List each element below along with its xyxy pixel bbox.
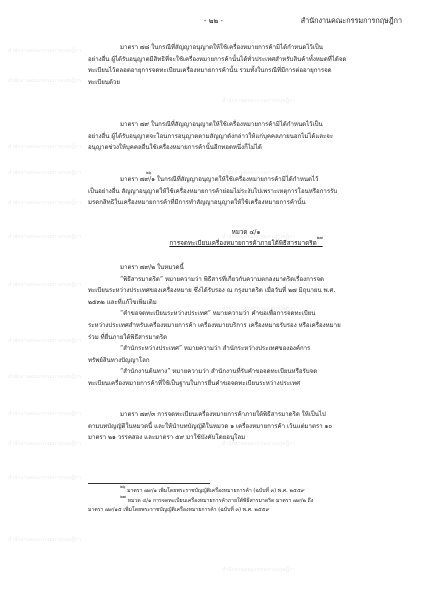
footnotes (88, 484, 404, 516)
watermark: สำนักงานคณะกรรมการกฤษฎีกา (222, 98, 296, 104)
document-page: สำนักงานคณะกรรมการกฤษฎีกา สำนักงานคณะกรรมการกฤษฎีกา สำนักงานคณะกรรมการกฤษฎีกา สำนักงานคณะกรรมการกฤษฎีกา สำนักงานคณะกรรมการกฤษฎีกา สำนักงานคณะกรรมการกฤษฎีกา สำนักงานคณะกรรมการกฤษฎีกา สำนักงานคณะกรรมการกฤษฎีกา สำนักงานคณะกรรมการกฤษฎีกา สำนักงานคณะกรรมการกฤษฎีกา สำนักงานคณะกรรมการกฤษฎีกา สำนักงานคณะกรรมการกฤษฎีกา สำนักงานคณะกรรมการกฤษฎีกา สำนักงานคณะกรรมการกฤษฎีกา สำนักงานคณะกรรมการกฤษฎีกา สำนักงานคณะกรรมการกฤษฎีกา สำนักงานคณะกรรมการกฤษฎีกา สำนักงานคณะกรรมการกฤษฎีกา สำนักงานคณะกรรมการกฤษฎีกา สำนักงานคณะกรรมการกฤษฎีกา - ๒๒ - สำนักงานคณะกรรมการกฤษฎีกา มาตรา ๗๘ ในกรณีที่สัญญาอนุญาตให้ใช้เครื่องหมายการค้ามิได้กำหนดไว้เป็น อย่างอื่น ผู้ได้รับอนุญาตมีสิทธิที่จะใช้เครื่องหมายการค้านั้นได้ทั่วประเทศสำหรับสินค้าทั้งหมดที่ได้จด ทะเบียนไว้ตลอดอายุการจดทะเบียนเครื่องหมายการค้านั้น รวมทั้งในกรณีที่มีการต่ออายุการจด ทะเบียนด้วย มาตรา ๗๙ ในกรณีที่สัญญาอนุญาตให้ใช้เครื่องหมายการค้ามิได้กำหนดไว้เป็น อย่างอื่น ผู้ได้รับอนุญาตจะโอนการอนุญาตตามสัญญาดังกล่าวให้แก่บุคคลภายนอกไม่ได้และจะ อนุญาตช่วงให้บุคคลอื่นใช้เครื่องหมายการค้านั้นอีกทอดหนึ่งก็ไม่ได้ มาตรา ๗๙/๑ ในกรณีที่สัญญาอนุญาตให้ใช้เครื่องหมายการค้ามิได้กำหนดไว้ เป็นอย่างอื่น สัญญาอนุญาตให้ใช้เครื่องหมายการค้าย่อมไม่ระงับไปเพราะเหตุการโอนหรือการรับ มรดกสิทธิในเครื่องหมายการค้าที่มีการทำสัญญาอนุญาตให้ใช้เครื่องหมายการค้านั้น ๒๖ หมวด ๔/๑ การจดทะเบียนเครื่องหมายการค้าภายใต้พิธีสารมาดริด$^{๒๗}$ มาตรา ๗๙/๒ ในหมวดนี้ “พิธีสารมาดริด” หมายความว่า พิธีสารที่เกี่ยวกับความตกลงมาดริดเรื่องการจด ทะเบียนระหว่างประเทศของเครื่องหมาย ซึ่งได้รับรอง ณ กรุงมาดริด เมื่อวันที่ ๒๗ มิถุนายน พ.ศ. ๒๕๓๒ และที่แก้ไขเพิ่มเติม “คำขอจดทะเบียนระหว่างประเทศ” หมายความว่า คำขอเพื่อการจดทะเบียน ระหว่างประเทศสำหรับเครื่องหมายการค้า เครื่องหมายบริการ เครื่องหมายรับรอง หรือเครื่องหมาย ร่วม ที่ยื่นภายใต้พิธีสารมาดริด “สำนักระหว่างประเทศ” หมายความว่า สำนักระหว่างประเทศขององค์การ ทรัพย์สินทางปัญญาโลก “สำนักงานต้นทาง” หมายความว่า สำนักงานที่รับคำขอจดทะเบียนหรือรับจด ทะเบียนเครื่องหมายการค้าที่ใช้เป็นฐานในการยื่นคำขอจดทะเบียนระหว่างประเทศ มาตรา ๗๙/๓ การจดทะเบียนเครื่องหมายการค้าภายใต้พิธีสารมาดริด ให้เป็นไป ตามบทบัญญัติในหมวดนี้ และให้นำบทบัญญัติในหมวด ๑ เครื่องหมายการค้า เว้นแต่มาตรา ๑๐ มาตรา ๒๑ วรรคสอง และมาตรา ๕๙ มาใช้บังคับโดยอนุโลม $^{๒๖}$ มาตรา ๗๙/๑ เพิ่มโดยพระราชบัญญัติเครื่องหมายการค้า (ฉบับที่ ๓) พ.ศ. ๒๕๕๙ $^{๒๗}$ หมวด ๔/๑ การจดทะเบียนเครื่องหมายการค้าภายใต้พิธีสารมาดริด มาตรา ๗๙/๒ ถึง มาตรา ๗๙/๑๕ เพิ่มโดยพระราชบัญญัติเครื่องหมายการค้า (ฉบับที่ ๓) พ.ศ. ๒๕๕๙ (0, 0, 424, 600)
text-line: “พิธีสารมาดริด” หมายความว่า พิธีสารที่เกี่ยวกับความตกลงมาดริดเรื่องการจด (120, 275, 325, 283)
footnote-continued: มาตรา ๗๙/๑๕ เพิ่มโดยพระราชบัญญัติเครื่องหมายการค้า (ฉบับที่ ๓) พ.ศ. ๒๕๕๙ (88, 507, 270, 514)
text-line: ๒๕๓๒ และที่แก้ไขเพิ่มเติม (88, 298, 157, 306)
section-79 (88, 119, 404, 154)
section-79-1 (88, 174, 404, 209)
text-line: มาตรา ๒๑ วรรคสอง และมาตรา ๕๙ มาใช้บังคับโดยอนุโลม (88, 434, 246, 442)
section-79-3 (88, 409, 404, 444)
watermark: สำนักงานคณะกรรมการกฤษฎีกา (222, 374, 296, 380)
watermark: สำนักงานคณะกรรมการกฤษฎีกา (8, 411, 82, 417)
text-line: ตามบทบัญญัติในหมวดนี้ และให้นำบทบัญญัติในหมวด ๑ เครื่องหมายการค้า เว้นแต่มาตรา ๑๐ (88, 422, 333, 430)
text-line: มรดกสิทธิในเครื่องหมายการค้าที่มีการทำสัญญาอนุญาตให้ใช้เครื่องหมายการค้านั้น (88, 199, 306, 207)
footnote-marker: ๒๗ (316, 235, 323, 240)
watermark: สำนักงานคณะกรรมการกฤษฎีกา (8, 441, 82, 447)
text-line: ร่วม ที่ยื่นภายใต้พิธีสารมาดริด (88, 333, 168, 341)
watermark: สำนักงานคณะกรรมการกฤษฎีกา (222, 441, 296, 447)
page-number: - ๒๒ - (204, 16, 223, 25)
watermark: สำนักงานคณะกรรมการกฤษฎีกา (8, 234, 82, 240)
text-line (88, 174, 404, 186)
watermark: สำนักงานคณะกรรมการกฤษฎีกา (8, 48, 82, 54)
footnote-text: มาตรา ๗๙/๑ เพิ่มโดยพระราชบัญญัติเครื่องหมายการค้า (ฉบับที่ ๓) พ.ศ. ๒๕๕๙ (127, 488, 305, 494)
text-line: “สำนักงานต้นทาง” หมายความว่า สำนักงานที่รับคำขอจดทะเบียนหรือรับจด (120, 368, 318, 376)
chapter-heading (88, 227, 404, 249)
text-line: อย่างอื่น ผู้ได้รับอนุญาตมีสิทธิที่จะใช้เครื่องหมายการค้านั้นได้ทั่วประเทศสำหรับสินค้าทั้งหมดที่ได้จด (88, 55, 347, 63)
text-line: ทะเบียนไว้ตลอดอายุการจดทะเบียนเครื่องหมายการค้านั้น รวมทั้งในกรณีที่มีการต่ออายุการจด (88, 67, 332, 75)
watermark: สำนักงานคณะกรรมการกฤษฎีกา (8, 282, 82, 288)
text-line: “สำนักระหว่างประเทศ” หมายความว่า สำนักระหว่างประเทศขององค์การ (120, 345, 311, 353)
section-text: มาตรา ๗๙/๑ ในกรณีที่สัญญาอนุญาตให้ใช้เครื่องหมายการค้ามิได้กำหนดไว้ (120, 176, 319, 183)
footnote-rule (88, 483, 210, 484)
text-line: ทะเบียนระหว่างประเทศของเครื่องหมาย ซึ่งได้รับรอง ณ กรุงมาดริด เมื่อวันที่ ๒๗ มิถุนายน พ.ศ. (88, 287, 336, 295)
text-line: “คำขอจดทะเบียนระหว่างประเทศ” หมายความว่า คำขอเพื่อการจดทะเบียน (120, 310, 316, 318)
watermark: สำนักงานคณะกรรมการกฤษฎีกา (8, 475, 82, 481)
text-line: มาตรา ๗๙ ในกรณีที่สัญญาอนุญาตให้ใช้เครื่องหมายการค้ามิได้กำหนดไว้เป็น (120, 121, 323, 128)
footnote-text: หมวด ๔/๑ การจดทะเบียนเครื่องหมายการค้าภายใต้พิธีสารมาดริด มาตรา ๗๙/๒ ถึง (127, 497, 314, 504)
watermark: สำนักงานคณะกรรมการกฤษฎีกา (222, 170, 296, 176)
text-line: ทะเบียนด้วย (88, 78, 120, 86)
text-line: อย่างอื่น ผู้ได้รับอนุญาตจะโอนการอนุญาตตามสัญญาดังกล่าวให้แก่บุคคลภายนอกไม่ได้และจะ (88, 132, 334, 140)
page-header (0, 16, 424, 28)
chapter-subtitle-text: การจดทะเบียนเครื่องหมายการค้าภายใต้พิธีสารมาดริด (169, 240, 317, 247)
text-line: อนุญาตช่วงให้บุคคลอื่นใช้เครื่องหมายการค้านั้นอีกทอดหนึ่งก็ไม่ได้ (88, 144, 262, 152)
watermark: สำนักงานคณะกรรมการกฤษฎีกา (8, 78, 82, 84)
chapter-title: หมวด ๔/๑ (231, 229, 261, 236)
section-78 (88, 42, 404, 88)
text-line: เป็นอย่างอื่น สัญญาอนุญาตให้ใช้เครื่องหมายการค้าย่อมไม่ระงับไปเพราะเหตุการโอนหรือการรับ (88, 187, 338, 195)
watermark: สำนักงานคณะกรรมการกฤษฎีกา (8, 374, 82, 380)
watermark: สำนักงานคณะกรรมการกฤษฎีกา (8, 170, 82, 176)
office-name: สำนักงานคณะกรรมการกฤษฎีกา (300, 16, 402, 25)
footnote-number: ๒๖ (120, 484, 126, 489)
watermark: สำนักงานคณะกรรมการกฤษฎีกา (222, 567, 296, 573)
watermark: สำนักงานคณะกรรมการกฤษฎีกา (222, 234, 296, 240)
watermark: สำนักงานคณะกรรมการกฤษฎีกา (8, 338, 82, 344)
watermark: สำนักงานคณะกรรมการกฤษฎีกา (8, 200, 82, 206)
text-line: มาตรา ๗๙/๒ ในหมวดนี้ (120, 264, 184, 271)
footnote (88, 484, 404, 497)
text-line: ระหว่างประเทศสำหรับเครื่องหมายการค้า เครื่องหมายบริการ เครื่องหมายรับรอง หรือเครื่องหมาย (88, 321, 341, 329)
text-line: ทรัพย์สินทางปัญญาโลก (88, 356, 150, 364)
text-line: มาตรา ๗๙/๓ การจดทะเบียนเครื่องหมายการค้าภายใต้พิธีสารมาดริด ให้เป็นไป (120, 411, 326, 418)
watermark: สำนักงานคณะกรรมการกฤษฎีกา (8, 144, 82, 150)
text-line: ทะเบียนเครื่องหมายการค้าที่ใช้เป็นฐานในการยื่นคำขอจดทะเบียนระหว่างประเทศ (88, 379, 301, 387)
watermark: สำนักงานคณะกรรมการกฤษฎีกา (8, 537, 82, 543)
text-line: มาตรา ๗๘ ในกรณีที่สัญญาอนุญาตให้ใช้เครื่องหมายการค้ามิได้กำหนดไว้เป็น (120, 44, 323, 51)
footnote-number: ๒๗ (120, 493, 126, 499)
footnote (88, 493, 404, 507)
section-79-2 (88, 262, 404, 390)
watermark: สำนักงานคณะกรรมการกฤษฎีกา (222, 306, 296, 312)
